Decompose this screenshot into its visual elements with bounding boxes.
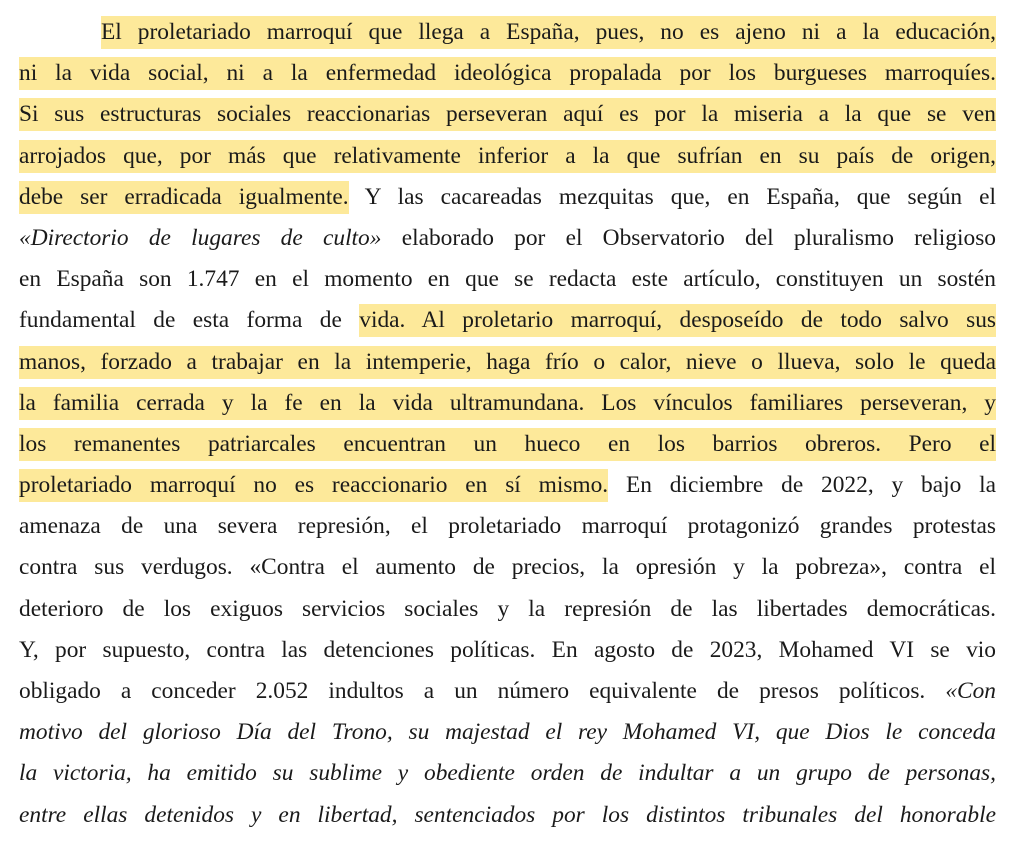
text-run: fundamental de esta forma de <box>19 307 360 334</box>
text-line <box>19 671 996 712</box>
text-line <box>19 259 996 300</box>
text-line <box>19 424 996 465</box>
text-line <box>19 177 996 218</box>
highlighted-text: arrojados que, por más que relativamente inferior a la que sufrían en su país de origen, <box>19 140 996 173</box>
italic-text: «Con <box>945 678 996 704</box>
text-run: deterioro de los exiguos servicios sociales y la represión de las libertades democráticas. <box>19 595 996 622</box>
text-run: contra sus verdugos. «Contra el aumento de precios, la opresión y la pobreza», contra el <box>19 554 996 581</box>
highlighted-text: Si sus estructuras sociales reaccionarias perseveran aquí es por la miseria a la que se ven <box>19 98 996 131</box>
document-page <box>19 12 996 836</box>
italic-text: «Directorio de lugares de culto» <box>19 224 382 251</box>
highlighted-text: manos, forzado a trabajar en la intemperie, haga frío o calor, nieve o llueva, solo le queda <box>19 346 996 379</box>
text-run: Y las cacareadas mezquitas que, en España, que según el <box>348 183 996 210</box>
text-line <box>19 547 996 588</box>
text-line <box>19 630 996 671</box>
text-line <box>19 383 996 424</box>
highlighted-text: los remanentes patriarcales encuentran un hueco en los barrios obreros. Pero el <box>19 428 996 461</box>
text-line <box>19 795 996 836</box>
text-line <box>19 12 996 53</box>
highlighted-text: El proletariado marroquí que llega a España, pues, no es ajeno ni a la educación, <box>101 16 996 49</box>
text-line <box>19 342 996 383</box>
text-line <box>19 465 996 506</box>
text-line <box>19 94 996 135</box>
text-run: obligado a conceder 2.052 indultos a un número equivalente de presos políticos. <box>19 678 946 704</box>
text-line <box>19 136 996 177</box>
italic-text: entre ellas detenidos y en libertad, sentenciados por los distintos tribunales del honorable <box>19 801 996 828</box>
highlighted-text: ni la vida social, ni a la enfermedad ideológica propalada por los burgueses marroquíes. <box>19 57 996 90</box>
text-run: Y, por supuesto, contra las detenciones políticas. En agosto de 2023, Mohamed VI se vio <box>19 636 996 663</box>
text-line <box>19 300 996 341</box>
italic-text: la victoria, ha emitido su sublime y obediente orden de indultar a un grupo de personas, <box>19 760 996 787</box>
text-run: amenaza de una severa represión, el proletariado marroquí protagonizó grandes protestas <box>19 513 996 540</box>
body-paragraph <box>19 12 996 836</box>
italic-text: motivo del glorioso Día del Trono, su majestad el rey Mohamed VI, que Dios le conceda <box>19 719 996 746</box>
text-line <box>19 712 996 753</box>
highlighted-text: vida. Al proletario marroquí, desposeído de todo salvo sus <box>359 304 996 337</box>
text-line <box>19 589 996 630</box>
text-line <box>19 753 996 794</box>
highlighted-text: la familia cerrada y la fe en la vida ultramundana. Los vínculos familiares perseveran, y <box>19 387 996 420</box>
text-line <box>19 53 996 94</box>
highlighted-text: debe ser erradicada igualmente. <box>19 181 349 214</box>
text-run: En diciembre de 2022, y bajo la <box>608 472 996 499</box>
highlighted-text: proletariado marroquí no es reaccionario en sí mismo. <box>19 469 608 502</box>
text-run: en España son 1.747 en el momento en que se redacta este artículo, constituyen un sostén <box>19 266 996 293</box>
text-line <box>19 506 996 547</box>
text-run: elaborado por el Observatorio del pluralismo religioso <box>381 224 996 251</box>
text-line <box>19 218 996 259</box>
